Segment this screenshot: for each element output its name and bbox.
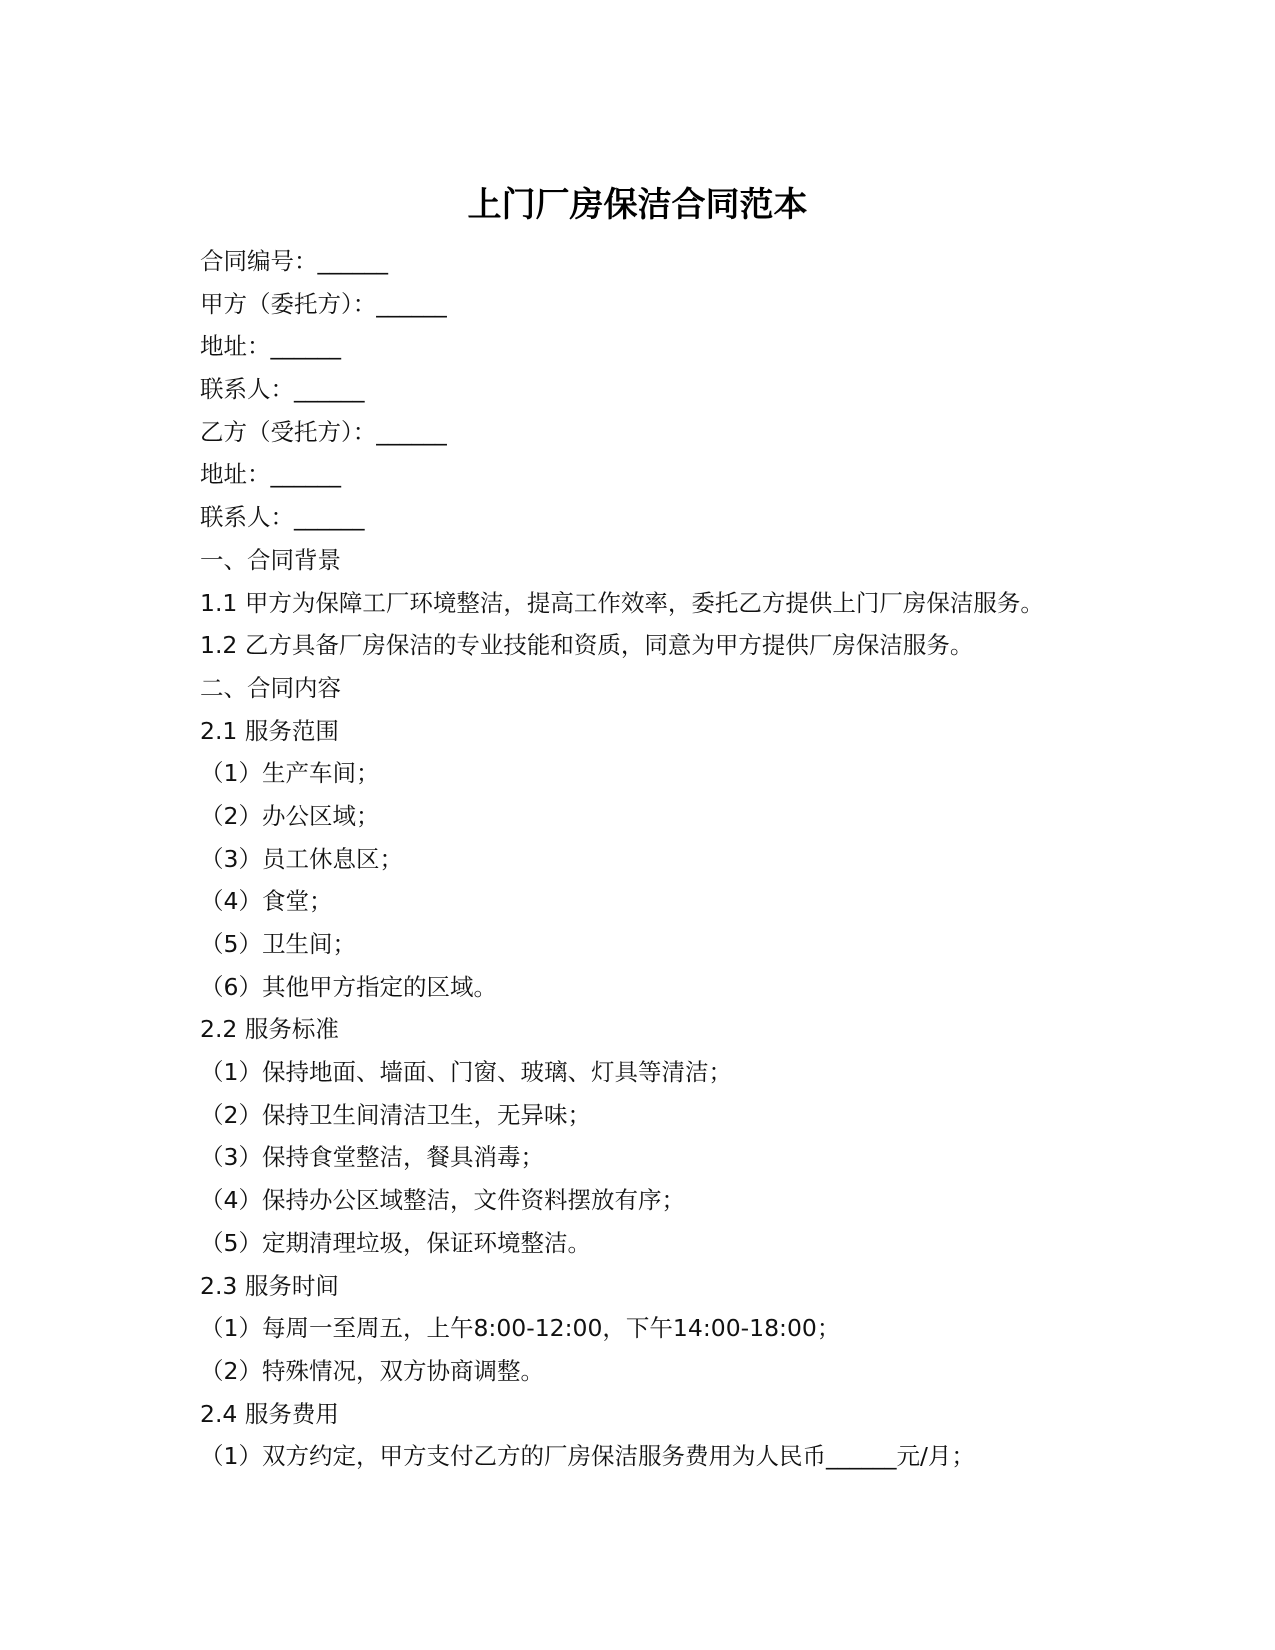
list-item: （6）其他甲方指定的区域。 — [200, 972, 497, 1001]
document-body — [200, 240, 1100, 1478]
list-item: （3）保持食堂整洁，餐具消毒； — [200, 1143, 544, 1172]
list-item: （2）特殊情况，双方协商调整。 — [200, 1356, 544, 1385]
list-item: （5）卫生间； — [200, 930, 356, 958]
list-item: （1）每周一至周五，上午8:00-12:00，下午14:00-18:00； — [200, 1314, 841, 1343]
list-item: （4）食堂； — [200, 887, 333, 916]
party-b-field: 乙方（受托方）：______ — [200, 417, 447, 446]
list-item: （3）员工休息区； — [200, 844, 403, 873]
party-a-field: 甲方（委托方）：______ — [200, 289, 447, 318]
party-a-contact-field: 联系人：______ — [200, 375, 365, 404]
list-item: （2）保持卫生间清洁卫生，无异味； — [200, 1100, 591, 1129]
subsection-heading-time: 2.3 服务时间 — [200, 1271, 339, 1300]
party-b-contact-field: 联系人：______ — [200, 503, 365, 532]
subsection-heading-scope: 2.1 服务范围 — [200, 716, 339, 745]
list-item: （4）保持办公区域整洁，文件资料摆放有序； — [200, 1186, 685, 1215]
clause-1-1: 1.1 甲方为保障工厂环境整洁，提高工作效率，委托乙方提供上门厂房保洁服务。 — [200, 588, 1044, 617]
party-a-address-field: 地址：______ — [200, 332, 341, 361]
list-item: （2）办公区域； — [200, 801, 380, 830]
clause-1-2: 1.2 乙方具备厂房保洁的专业技能和资质，同意为甲方提供厂房保洁服务。 — [200, 631, 974, 660]
section-heading-content: 二、合同内容 — [200, 673, 341, 702]
subsection-heading-standards: 2.2 服务标准 — [200, 1015, 339, 1044]
list-item: （1）生产车间； — [200, 759, 380, 788]
section-heading-background: 一、合同背景 — [200, 545, 341, 574]
list-item: （1）保持地面、墙面、门窗、玻璃、灯具等清洁； — [200, 1058, 732, 1087]
list-item: （1）双方约定，甲方支付乙方的厂房保洁服务费用为人民币______元/月； — [200, 1442, 975, 1471]
party-b-address-field: 地址：______ — [200, 460, 341, 489]
subsection-heading-fees: 2.4 服务费用 — [200, 1399, 339, 1428]
list-item: （5）定期清理垃圾，保证环境整洁。 — [200, 1228, 591, 1257]
contract-number-field: 合同编号：______ — [200, 247, 388, 275]
document-title: 上门厂房保洁合同范本 — [467, 185, 808, 225]
